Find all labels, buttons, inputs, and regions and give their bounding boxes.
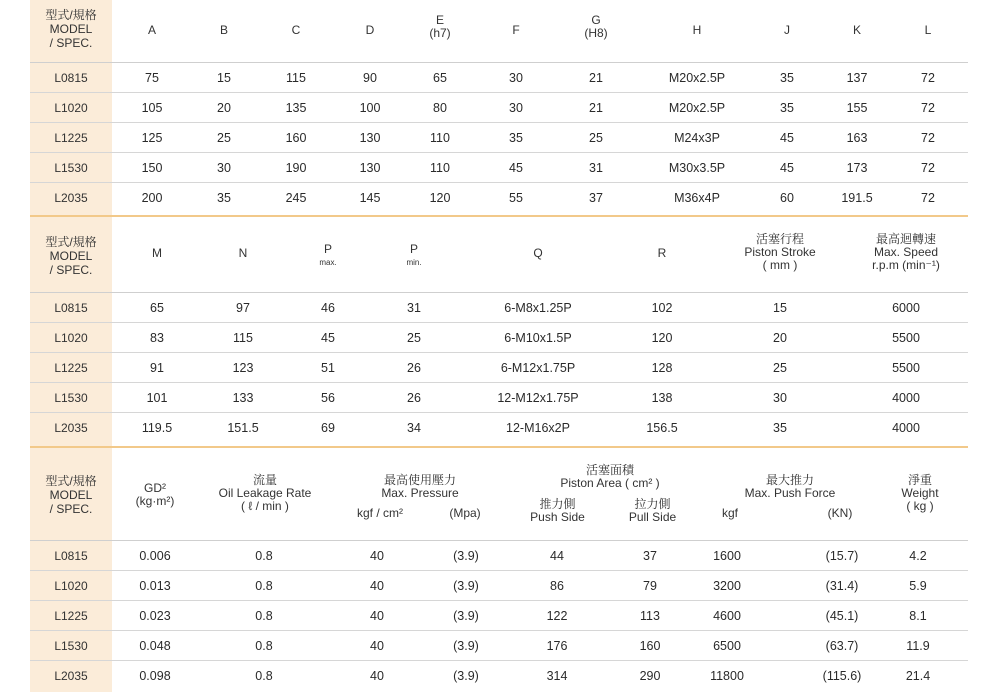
- table-cell: 21: [589, 71, 603, 85]
- table-cell: 120: [651, 331, 673, 345]
- table-cell: 72: [921, 101, 935, 115]
- model-cell: L1225: [54, 131, 88, 145]
- table-cell: 135: [285, 101, 307, 115]
- table-cell: 150: [141, 161, 163, 175]
- model-cell: L0815: [54, 71, 88, 85]
- table-cell: 191.5: [841, 191, 873, 205]
- table-cell: 25: [589, 131, 603, 145]
- table-cell: 45: [509, 161, 523, 175]
- model-header-zh: 型式/規格: [45, 235, 97, 249]
- table-cell: 176: [546, 639, 568, 653]
- table-cell: 90: [363, 71, 377, 85]
- table-cell: 0.006: [139, 549, 171, 563]
- table-cell: 45: [321, 331, 335, 345]
- table-cell: 72: [921, 161, 935, 175]
- table-cell: 31: [407, 301, 421, 315]
- table-row: [0, 123, 968, 153]
- table-cell: 105: [141, 101, 163, 115]
- table-cell: 11800: [710, 669, 744, 683]
- table-row: [0, 571, 968, 601]
- header-piston-area: 活塞面積 Piston Area ( cm² ): [560, 463, 660, 490]
- table-cell: 130: [359, 131, 381, 145]
- table-cell: 40: [370, 579, 384, 593]
- table-cell: 30: [217, 161, 231, 175]
- table-cell: 0.8: [255, 669, 273, 683]
- model-header-en: MODEL: [49, 488, 93, 502]
- table-cell: 40: [370, 549, 384, 563]
- table-cell: 79: [643, 579, 657, 593]
- table-cell: 25: [773, 361, 787, 375]
- column-header: J: [784, 23, 790, 37]
- table-cell: 35: [780, 101, 794, 115]
- table-cell: 15: [773, 301, 787, 315]
- table-row: [0, 631, 968, 661]
- table-cell: 21: [589, 101, 603, 115]
- table-cell: 160: [285, 131, 307, 145]
- table-row: [0, 323, 968, 353]
- table-row: [0, 541, 968, 571]
- table-cell: (63.7): [825, 639, 859, 653]
- table-cell: 151.5: [227, 421, 259, 435]
- table-cell: 72: [921, 71, 935, 85]
- model-cell: L2035: [54, 669, 88, 683]
- spec-table-performance: [0, 217, 968, 446]
- header-weight: 淨重 Weight ( kg ): [901, 473, 939, 513]
- column-header: C: [291, 23, 301, 37]
- column-header: F: [512, 23, 520, 37]
- model-cell: L1225: [54, 361, 88, 375]
- model-header: [30, 235, 112, 277]
- table-cell: 110: [430, 131, 450, 145]
- table-cell: 160: [639, 639, 661, 653]
- table-cell: 130: [359, 161, 381, 175]
- table-cell: 156.5: [646, 421, 678, 435]
- table-cell: 4.2: [909, 549, 927, 563]
- column-header: G (H8): [584, 13, 608, 40]
- table-cell: 20: [217, 101, 231, 115]
- header-pressure-mpa: (Mpa): [449, 506, 481, 520]
- table-cell: 12-M16x2P: [506, 421, 570, 435]
- table-cell: 100: [359, 101, 381, 115]
- table-cell: 31: [589, 161, 603, 175]
- table-cell: (3.9): [453, 639, 479, 653]
- table-cell: 8.1: [909, 609, 927, 623]
- table-cell: 45: [780, 161, 794, 175]
- table-cell: 6500: [713, 639, 741, 653]
- table-cell: (115.6): [822, 669, 862, 683]
- table-cell: 173: [846, 161, 868, 175]
- table-cell: 5.9: [909, 579, 927, 593]
- table-cell: 69: [321, 421, 335, 435]
- table-cell: 37: [643, 549, 657, 563]
- model-cell: L1530: [54, 639, 88, 653]
- model-header-spec: / SPEC.: [49, 263, 93, 277]
- model-cell: L1225: [54, 609, 88, 623]
- table-cell: M30x3.5P: [668, 161, 726, 175]
- table-cell: 0.023: [139, 609, 171, 623]
- table-cell: 97: [236, 301, 250, 315]
- table-cell: 11.9: [906, 639, 930, 653]
- table-cell: (31.4): [825, 579, 859, 593]
- table-cell: 102: [651, 301, 673, 315]
- header-max-pressure: 最高使用壓力 Max. Pressure: [381, 473, 459, 500]
- table-cell: 51: [321, 361, 335, 375]
- column-header: K: [852, 23, 861, 37]
- model-cell: L1530: [54, 161, 88, 175]
- table-cell: 314: [546, 669, 568, 683]
- header-force-kgf: kgf: [721, 506, 738, 520]
- table-cell: 26: [407, 391, 421, 405]
- table-cell: 6-M8x1.25P: [504, 301, 572, 315]
- model-cell: L2035: [54, 191, 88, 205]
- table-cell: 137: [846, 71, 868, 85]
- table-cell: 75: [145, 71, 159, 85]
- table-cell: 0.8: [255, 639, 273, 653]
- table-cell: 35: [780, 71, 794, 85]
- header-pressure-kgf: kgf / cm²: [356, 506, 403, 520]
- table-cell: 83: [150, 331, 164, 345]
- table-cell: (3.9): [453, 609, 479, 623]
- table-row: [0, 153, 968, 183]
- table-cell: 115: [233, 331, 253, 345]
- table-cell: 101: [146, 391, 168, 405]
- column-header: E (h7): [429, 13, 451, 40]
- table-row: [0, 601, 968, 631]
- table-cell: 200: [141, 191, 163, 205]
- table-cell: 55: [509, 191, 523, 205]
- header-oil-leakage: 流量 Oil Leakage Rate ( ℓ / min ): [218, 473, 312, 513]
- table-cell: 26: [407, 361, 421, 375]
- table-cell: 0.098: [139, 669, 171, 683]
- table-cell: 34: [407, 421, 421, 435]
- column-header: Q: [533, 246, 543, 260]
- table-cell: 115: [286, 71, 306, 85]
- table-cell: 80: [433, 101, 447, 115]
- table-cell: 5500: [892, 331, 920, 345]
- table-cell: 123: [232, 361, 254, 375]
- column-header: N: [238, 246, 248, 260]
- table-row: [0, 293, 968, 323]
- table-cell: 128: [651, 361, 673, 375]
- table-cell: 20: [773, 331, 787, 345]
- table-cell: 6-M12x1.75P: [500, 361, 576, 375]
- table-row: [0, 93, 968, 123]
- column-header: R: [657, 246, 667, 260]
- table-cell: 133: [232, 391, 254, 405]
- table-row: [0, 661, 968, 691]
- table-row: [0, 413, 968, 443]
- column-header: P min.: [406, 242, 422, 267]
- table-cell: 0.013: [139, 579, 171, 593]
- table-cell: 163: [846, 131, 868, 145]
- table-cell: 0.048: [139, 639, 171, 653]
- model-cell: L2035: [54, 421, 88, 435]
- table-cell: 119.5: [141, 421, 173, 435]
- table-cell: 40: [370, 609, 384, 623]
- table-cell: 25: [407, 331, 421, 345]
- table-cell: 72: [921, 191, 935, 205]
- table-cell: 138: [651, 391, 673, 405]
- column-header: P max.: [319, 242, 337, 267]
- table-row: [0, 353, 968, 383]
- table-cell: 15: [217, 71, 231, 85]
- header-push-side: 推力側 Push Side: [530, 497, 585, 524]
- table-cell: M20x2.5P: [668, 71, 726, 85]
- table-cell: 30: [509, 101, 523, 115]
- table-cell: 4000: [892, 421, 920, 435]
- table-row: [0, 383, 968, 413]
- table-cell: M20x2.5P: [668, 101, 726, 115]
- column-header: M: [152, 246, 162, 260]
- column-header: A: [147, 23, 156, 37]
- table-cell: 125: [141, 131, 163, 145]
- table-cell: 72: [921, 131, 935, 145]
- table-cell: 44: [550, 549, 564, 563]
- table-cell: 0.8: [255, 549, 273, 563]
- table-cell: 37: [589, 191, 603, 205]
- column-header: L: [924, 23, 932, 37]
- model-header-en: MODEL: [49, 249, 93, 263]
- model-cell: L1020: [54, 579, 88, 593]
- table-cell: 30: [509, 71, 523, 85]
- table-cell: 290: [639, 669, 661, 683]
- table-row: [0, 183, 968, 213]
- table-row: [0, 63, 968, 93]
- header-pull-side: 拉力側 Pull Side: [628, 497, 677, 524]
- table-cell: 91: [150, 361, 164, 375]
- table-cell: 155: [846, 101, 868, 115]
- table-cell: 35: [509, 131, 523, 145]
- column-header: D: [365, 23, 375, 37]
- column-header: B: [219, 23, 228, 37]
- model-header-en: MODEL: [49, 22, 93, 36]
- table-cell: 3200: [713, 579, 741, 593]
- model-header-zh: 型式/規格: [45, 474, 97, 488]
- table-cell: (3.9): [453, 549, 479, 563]
- table-cell: (15.7): [825, 549, 859, 563]
- table-cell: 12-M12x1.75P: [497, 391, 579, 405]
- table-cell: 86: [550, 579, 564, 593]
- table-cell: 120: [429, 191, 451, 205]
- model-cell: L0815: [54, 301, 88, 315]
- table-cell: M36x4P: [674, 191, 720, 205]
- table-cell: 56: [321, 391, 335, 405]
- table-cell: 60: [780, 191, 794, 205]
- table-cell: 65: [150, 301, 164, 315]
- table-cell: 4000: [892, 391, 920, 405]
- table-cell: 6-M10x1.5P: [504, 331, 572, 345]
- table-cell: 113: [640, 609, 660, 623]
- model-cell: L0815: [54, 549, 88, 563]
- model-header: [30, 8, 112, 50]
- column-header: 活塞行程 Piston Stroke ( mm ): [744, 232, 816, 272]
- column-header: H: [692, 23, 702, 37]
- table-cell: 46: [321, 301, 335, 315]
- table-cell: 0.8: [255, 609, 273, 623]
- header-gd: GD² (kg·m²): [135, 481, 175, 508]
- model-header-zh: 型式/規格: [45, 8, 97, 22]
- table-cell: 45: [780, 131, 794, 145]
- table-cell: 35: [217, 191, 231, 205]
- table-cell: 190: [285, 161, 307, 175]
- table-cell: 5500: [892, 361, 920, 375]
- table-cell: 0.8: [255, 579, 273, 593]
- table-cell: 35: [773, 421, 787, 435]
- model-header: [30, 474, 112, 516]
- column-header: 最高迴轉速 Max. Speed r.p.m (min⁻¹): [872, 232, 940, 272]
- model-header-spec: / SPEC.: [49, 36, 93, 50]
- header-max-push-force: 最大推力 Max. Push Force: [744, 473, 836, 500]
- table-cell: 245: [285, 191, 307, 205]
- table-cell: (45.1): [825, 609, 859, 623]
- table-cell: 1600: [713, 549, 741, 563]
- table-cell: 30: [773, 391, 787, 405]
- table-cell: 40: [370, 639, 384, 653]
- spec-table-forces: [0, 448, 968, 692]
- table-cell: M24x3P: [674, 131, 720, 145]
- table-cell: 25: [217, 131, 231, 145]
- table-cell: (3.9): [453, 669, 479, 683]
- header-force-kn: (KN): [827, 506, 853, 520]
- model-header-spec: / SPEC.: [49, 502, 93, 516]
- table-cell: 40: [370, 669, 384, 683]
- table-cell: 4600: [713, 609, 741, 623]
- model-cell: L1020: [54, 101, 88, 115]
- table-cell: 122: [546, 609, 568, 623]
- table-cell: 145: [359, 191, 381, 205]
- spec-table-dimensions: [0, 0, 968, 216]
- table-cell: 21.4: [905, 669, 931, 683]
- model-cell: L1020: [54, 331, 88, 345]
- table-cell: 65: [433, 71, 447, 85]
- table-cell: 6000: [892, 301, 920, 315]
- model-cell: L1530: [54, 391, 88, 405]
- table-cell: 110: [430, 161, 450, 175]
- table-cell: (3.9): [453, 579, 479, 593]
